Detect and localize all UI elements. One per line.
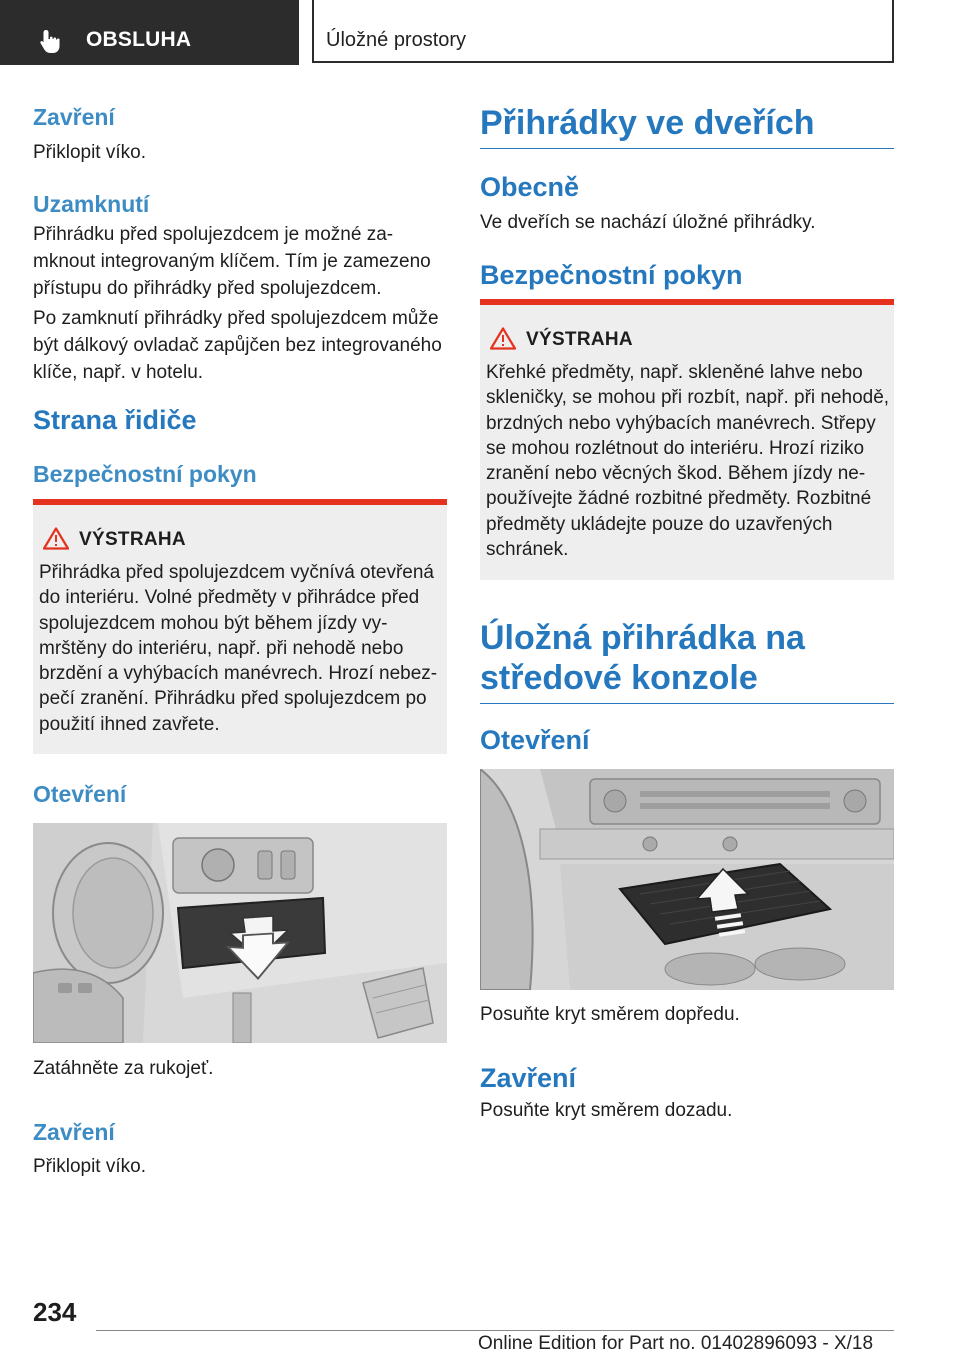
- footer-divider: [96, 1330, 894, 1331]
- heading-bezpecnostni-pokyn: Bezpečnostní pokyn: [33, 461, 257, 487]
- footer-edition: Online Edition for Part no. 01402896093 - X/18: [478, 1333, 874, 1354]
- page-number: 234: [33, 1297, 77, 1327]
- warning-text: Křehké předměty, např. skleněné lahve nebo skleničky, se mohou při rozbít, např. při nehodě, brzdných nebo vyhýbacích manévrech. Střepy se mohou rozlétnout do interiéru. Hrozí riziko zranění nebo věcných škod. Během jízdy ne-používejte žádné rozbitné předměty. Rozbitné předměty ukládejte pouze do uzavřených schránek.: [486, 362, 890, 561]
- heading-zavreni: Zavření: [33, 104, 115, 130]
- console-drawing: [480, 769, 894, 990]
- caption-otevreni: Zatáhněte za rukojeť.: [33, 1058, 214, 1079]
- section-tab: [0, 0, 299, 65]
- warning-triangle-icon: [43, 527, 69, 550]
- text-uzamknuti-2: Po zamknutí přihrádky před spolujezdcem může být dálkový ovladač zapůjčen bez integrovaného klíče, např. v hotelu.: [33, 308, 442, 383]
- heading-obecne: Obecně: [480, 172, 580, 202]
- hand-pointer-icon: [38, 28, 64, 54]
- warning-text: Přihrádka před spolujezdcem vyčnívá otevřená do interiéru. Volné předměty v přihrádce před spolujezdcem mohou být během jízdy vy-mrštěny do interiéru, např. při nehodě nebo brzdění a vyhýbacích manévrech. Hrozí nebez-pečí zranění. Přihrádku před spolujezdcem po použití ihned zavřete.: [39, 562, 438, 735]
- heading-uzamknuti: Uzamknutí: [33, 191, 150, 217]
- text-zavreni-2: Přiklopit víko.: [33, 1156, 146, 1177]
- text-obecne: Ve dveřích se nachází úložné přihrádky.: [480, 212, 816, 233]
- caption-otevreni-right: Posuňte kryt směrem dopředu.: [480, 1004, 740, 1025]
- heading-bezpecnostni-pokyn-right: Bezpečnostní pokyn: [480, 260, 743, 290]
- heading-otevreni: Otevření: [33, 781, 127, 807]
- warning-box: [33, 499, 447, 754]
- chapter-tab: [312, 0, 894, 63]
- section-label: OBSLUHA: [86, 28, 192, 51]
- console-illustration: [480, 769, 894, 990]
- heading-zavreni-right: Zavření: [480, 1063, 577, 1093]
- warning-box-right: [480, 299, 894, 580]
- heading-ulozna-prihradka: Úložná přihrádka na středové konzole: [480, 618, 894, 704]
- warning-title: VÝSTRAHA: [79, 529, 186, 550]
- warning-triangle-icon: [490, 327, 516, 350]
- heading-otevreni-right: Otevření: [480, 725, 590, 755]
- text-zavreni: Přiklopit víko.: [33, 142, 146, 163]
- heading-zavreni-2: Zavření: [33, 1119, 115, 1145]
- chapter-label: Úložné prostory: [326, 29, 467, 51]
- glovebox-illustration: [33, 823, 447, 1043]
- text-uzamknuti-1: Přihrádku před spolujezdcem je možné za-mknout integrovaným klíčem. Tím je zamezeno přístupu do přihrádky před spolujezdcem.: [33, 224, 431, 299]
- text-zavreni-right: Posuňte kryt směrem dozadu.: [480, 1100, 733, 1121]
- heading-prihradky-ve-dverich: Přihrádky ve dveřích: [480, 103, 894, 149]
- warning-title: VÝSTRAHA: [526, 329, 633, 350]
- heading-strana-ridice: Strana řidiče: [33, 405, 197, 435]
- glovebox-drawing: [33, 823, 447, 1043]
